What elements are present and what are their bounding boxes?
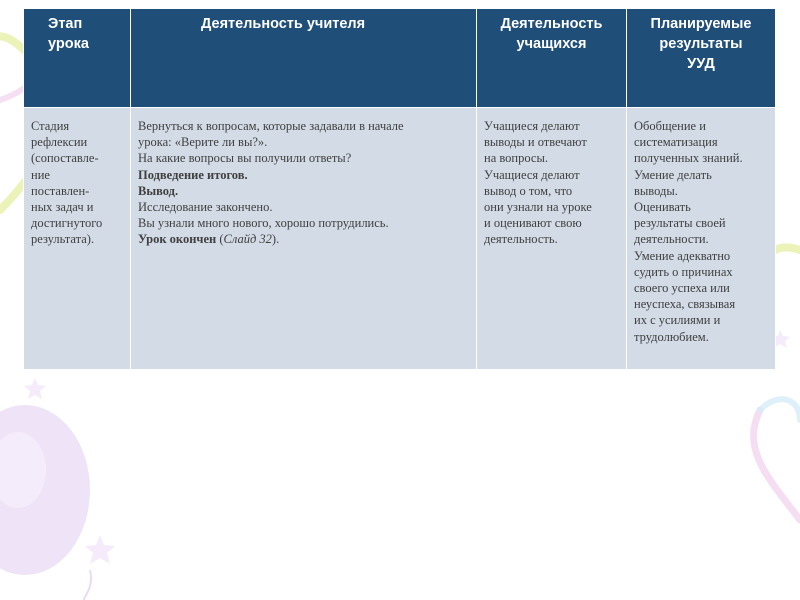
cell-line: На какие вопросы вы получили ответы? (138, 151, 352, 166)
cell-line: Исследование закончено. (138, 200, 273, 215)
cell-line: результата). (31, 232, 95, 247)
cell-planned-results (627, 108, 776, 370)
cell-line: полученных знаний. (634, 151, 743, 166)
header-teacher-activity (131, 9, 477, 108)
header-text: Планируемые (650, 16, 752, 32)
cell-line: неуспеха, связывая (634, 297, 736, 312)
conclusion-heading: Вывод. (138, 183, 179, 198)
cell-line: (сопоставле- (31, 151, 99, 166)
cell-line: Обобщение и (634, 119, 706, 133)
cell-line: выводы и отвечают (484, 135, 587, 150)
cell-teacher-activity (131, 108, 477, 370)
header-text: урока (48, 36, 89, 52)
cell-line: своего успеха или (634, 281, 730, 296)
cell-line: поставлен- (31, 183, 90, 198)
cell-line: урока: «Верите ли вы?». (138, 135, 268, 150)
cell-line: Учащиеся делают (484, 119, 580, 133)
balloons (0, 405, 91, 600)
cell-line: достигнутого (31, 216, 103, 231)
cell-line: они узнали на уроке (484, 200, 592, 215)
header-text: Деятельность учителя (201, 16, 366, 32)
cell-line: судить о причинах (634, 264, 733, 279)
cell-line: вывод о том, что (484, 183, 573, 198)
header-planned-results (627, 9, 776, 108)
cell-line: результаты своей (634, 216, 726, 231)
header-lesson-stage (24, 9, 131, 108)
paren-open: ( (216, 232, 224, 247)
cell-line: и оценивают свою (484, 216, 582, 231)
cell-line: Стадия (31, 119, 70, 133)
cell-line: трудолюбием. (634, 329, 709, 344)
lesson-end-text: Урок окончен (138, 232, 217, 247)
cell-line: ние (31, 167, 50, 182)
slide-reference: Слайд 32 (223, 232, 272, 247)
cell-line: Вы узнали много нового, хорошо потрудились. (138, 216, 389, 231)
cell-line: рефлексии (31, 135, 88, 150)
cell-line: деятельности. (634, 232, 709, 247)
paren-close: ). (271, 232, 280, 247)
cell-line: выводы. (634, 183, 678, 198)
header-text: Деятельность (500, 16, 603, 32)
cell-line: ных задач и (31, 200, 94, 215)
header-text: УУД (687, 56, 715, 72)
swirl-decoration (754, 410, 800, 520)
table-row (24, 108, 776, 370)
header-text: учащихся (516, 36, 587, 52)
swirl-decoration (760, 399, 800, 420)
cell-line: Умение делать (634, 167, 712, 182)
header-text: результаты (659, 36, 743, 52)
header-text: Этап (48, 16, 83, 32)
cell-line: Учащиеся делают (484, 167, 580, 182)
cell-line: на вопросы. (484, 151, 549, 166)
cell-line: Оценивать (634, 200, 691, 215)
header-student-activity (477, 9, 627, 108)
cell-student-activity (477, 108, 627, 370)
lesson-stage-table (23, 8, 776, 370)
cell-line: деятельность. (484, 232, 558, 247)
cell-line: Умение адекватно (634, 248, 731, 263)
summary-heading: Подведение итогов. (138, 167, 248, 182)
cell-line: их с усилиями и (634, 313, 721, 328)
lesson-end-line (138, 231, 470, 247)
cell-line: Вернуться к вопросам, которые задавали в начале (138, 119, 404, 133)
cell-stage (24, 108, 131, 370)
cell-line: систематизация (634, 135, 718, 150)
table-header-row (24, 9, 776, 108)
